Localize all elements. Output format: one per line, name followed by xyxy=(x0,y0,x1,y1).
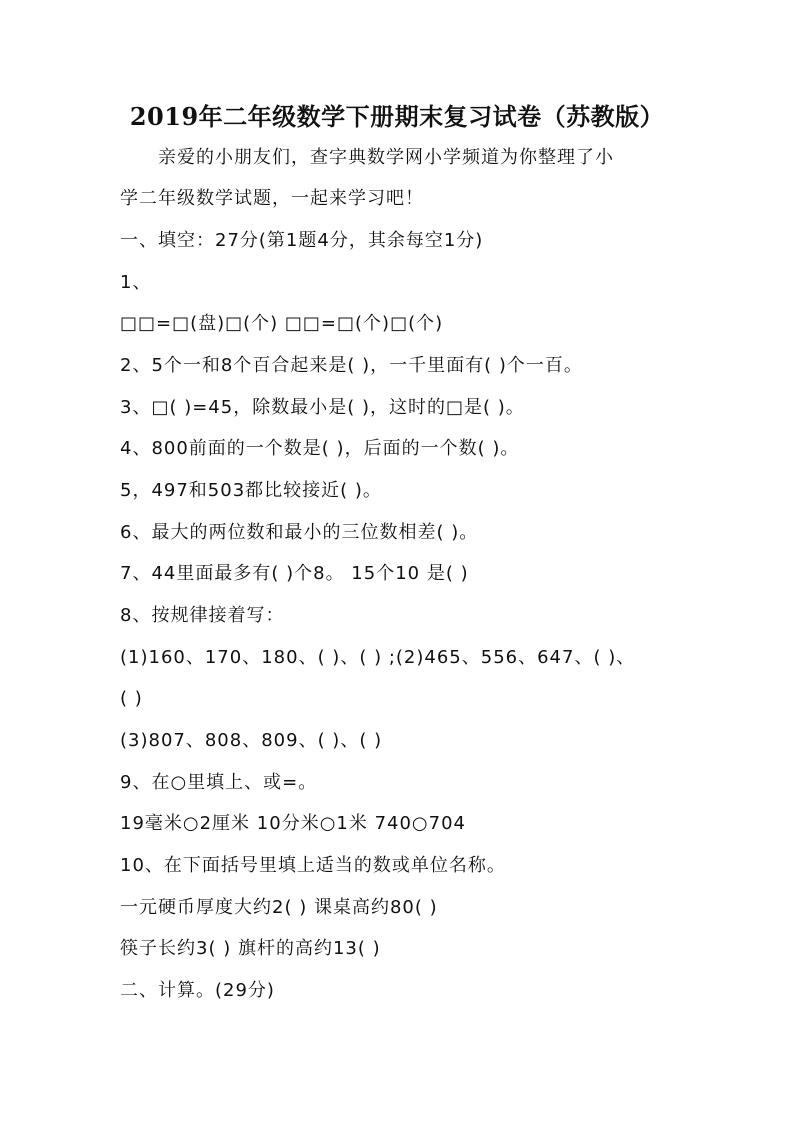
question-4: 4、800前面的一个数是( )，后面的一个数( )。 xyxy=(120,438,520,459)
question-2: 2、5个一和8个百合起来是( )，一千里面有( )个一百。 xyxy=(120,355,583,376)
question-8-part-1-2: (1)160、170、180、( )、( ) ;(2)465、556、647、( )、 xyxy=(120,647,636,668)
question-8-part-2-cont: ( ) xyxy=(120,688,143,709)
intro-line-1: 亲爱的小朋友们，查字典数学网小学频道为你整理了小 xyxy=(158,147,614,168)
question-1-boxes: □□=□(盘)□(个) □□=□(个)□(个) xyxy=(120,313,444,334)
question-9: 9、在○里填上、或=。 xyxy=(120,772,318,793)
question-10: 10、在下面括号里填上适当的数或单位名称。 xyxy=(120,855,506,876)
question-1: 1、 xyxy=(120,272,152,293)
question-5: 5，497和503都比较接近( )。 xyxy=(120,480,382,501)
question-3: 3、□( )=45，除数最小是( )，这时的□是( )。 xyxy=(120,397,525,418)
question-8: 8、按规律接着写： xyxy=(120,605,285,626)
question-8-part-3: (3)807、808、809、( )、( ) xyxy=(120,730,383,751)
intro-line-2: 学二年级数学试题，一起来学习吧！ xyxy=(120,188,424,209)
question-7: 7、44里面最多有( )个8。 15个10 是( ) xyxy=(120,563,469,584)
section2-heading: 二、计算。(29分) xyxy=(120,980,275,1001)
document-title: 2019年二年级数学下册期末复习试卷（苏教版） xyxy=(129,102,665,131)
question-9-items: 19毫米○2厘米 10分米○1米 740○704 xyxy=(120,813,466,834)
question-10-items-a: 一元硬币厚度大约2( ) 课桌高约80( ) xyxy=(120,897,438,918)
question-6: 6、最大的两位数和最小的三位数相差( )。 xyxy=(120,522,479,543)
question-10-items-b: 筷子长约3( ) 旗杆的高约13( ) xyxy=(120,938,381,959)
section1-heading: 一、填空：27分(第1题4分，其余每空1分) xyxy=(120,230,484,251)
